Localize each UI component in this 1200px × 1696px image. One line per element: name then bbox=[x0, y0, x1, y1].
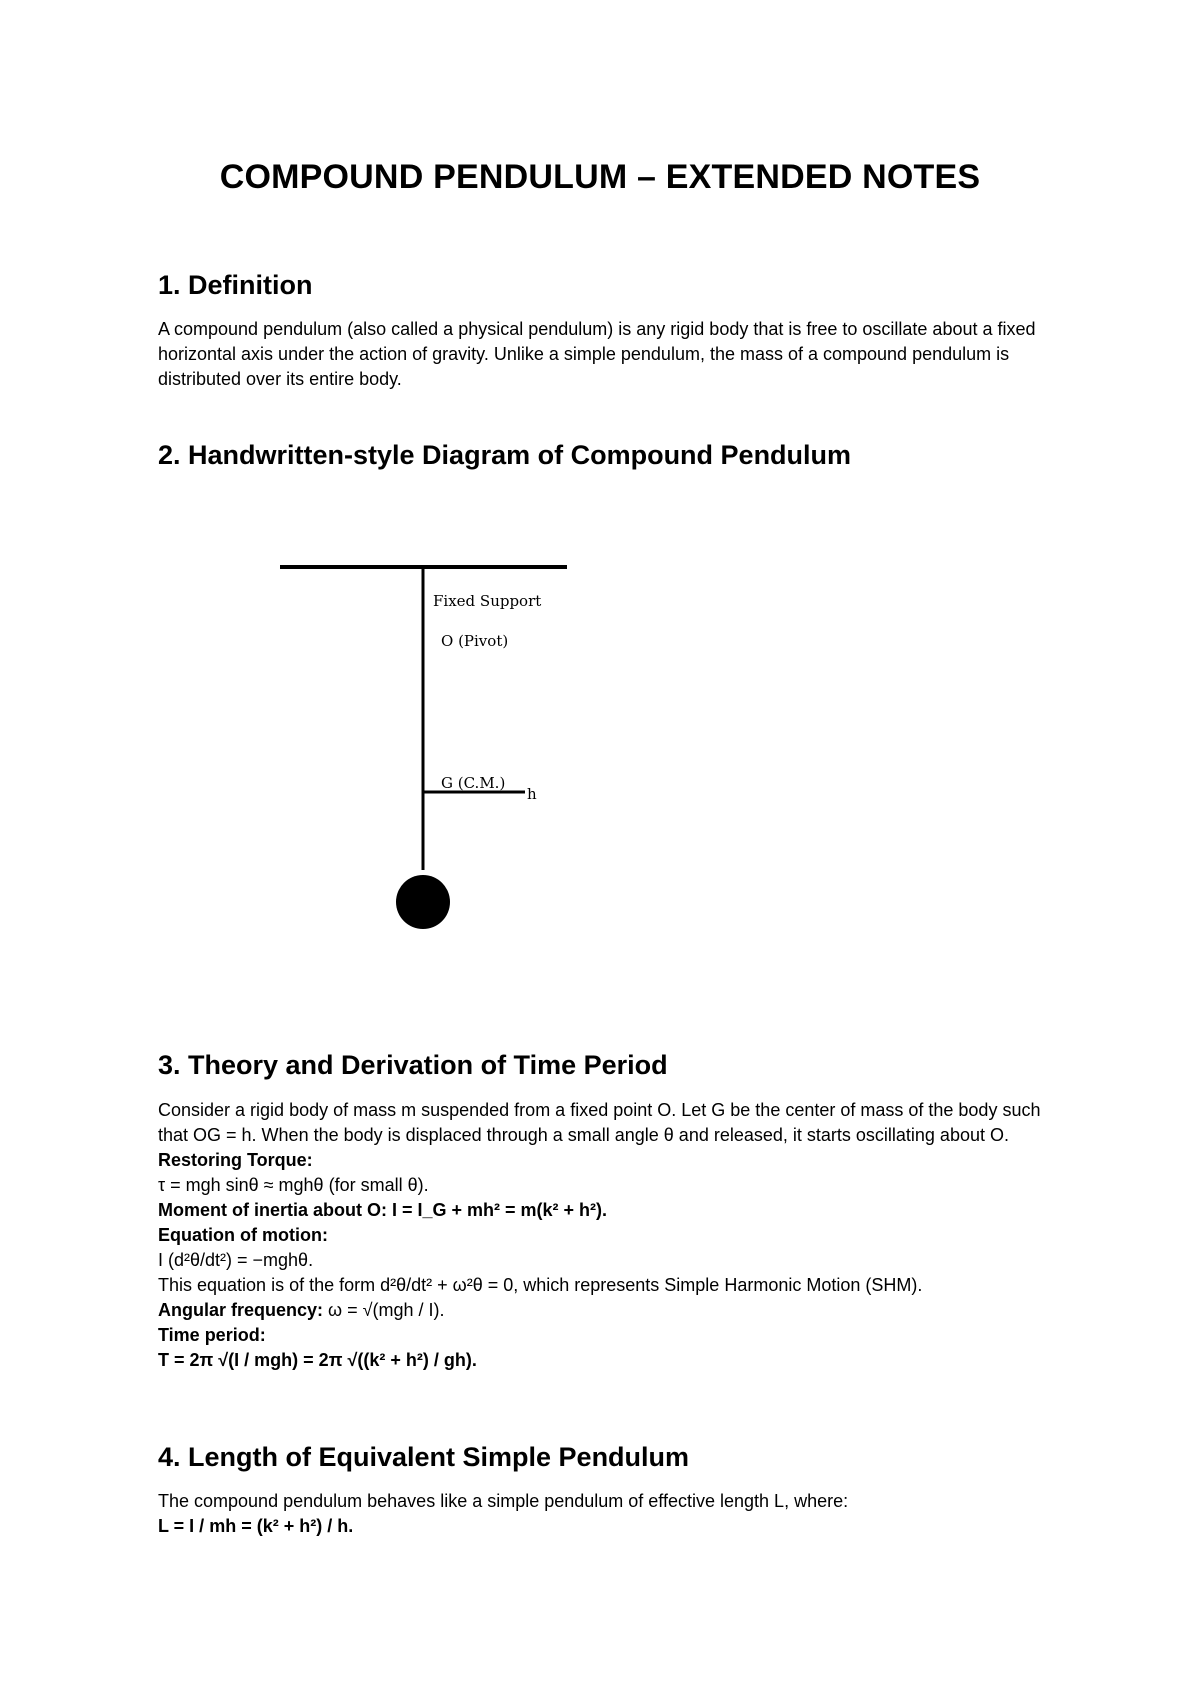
angular-frequency-label: Angular frequency: bbox=[158, 1300, 324, 1320]
heading-definition: 1. Definition bbox=[158, 270, 313, 300]
angular-frequency-line bbox=[158, 1298, 1058, 1323]
time-period-label: Time period: bbox=[158, 1325, 266, 1345]
label-pivot: O (Pivot) bbox=[441, 632, 509, 650]
time-period-equation: T = 2π √(I / mgh) = 2π √((k² + h²) / gh). bbox=[158, 1350, 477, 1370]
equivalent-text bbox=[158, 1489, 1058, 1539]
page-title: COMPOUND PENDULUM – EXTENDED NOTES bbox=[219, 158, 981, 196]
equivalent-length-equation: L = I / mh = (k² + h²) / h. bbox=[158, 1516, 354, 1536]
moment-of-inertia: Moment of inertia about O: I = I_G + mh² = m(k² + h²). bbox=[158, 1200, 608, 1220]
label-fixed-support: Fixed Support bbox=[433, 592, 542, 610]
heading-theory: 3. Theory and Derivation of Time Period bbox=[158, 1050, 668, 1080]
restoring-torque-label: Restoring Torque: bbox=[158, 1150, 313, 1170]
theory-intro: Consider a rigid body of mass m suspended from a fixed point O. Let G be the center of mass of the body such that OG = h. When the body is displaced through a small angle θ and released, it starts oscillating about O. bbox=[158, 1100, 1041, 1145]
equation-of-motion: I (d²θ/dt²) = −mghθ. bbox=[158, 1250, 314, 1270]
equivalent-description: The compound pendulum behaves like a simple pendulum of effective length L, where: bbox=[158, 1491, 849, 1511]
label-center-of-mass: G (C.M.) bbox=[441, 774, 506, 792]
heading-diagram: 2. Handwritten-style Diagram of Compound Pendulum bbox=[158, 440, 852, 470]
heading-equivalent-length: 4. Length of Equivalent Simple Pendulum bbox=[158, 1442, 690, 1472]
pendulum-bob bbox=[396, 875, 450, 929]
definition-paragraph: A compound pendulum (also called a physical pendulum) is any rigid body that is free to oscillate about a fixed horizontal axis under the action of gravity. Unlike a simple pendulum, the mass of a compound pendulum is distributed over its entire body. bbox=[158, 319, 1036, 389]
shm-statement: This equation is of the form d²θ/dt² + ω²θ = 0, which represents Simple Harmonic Motion (SHM). bbox=[158, 1275, 923, 1295]
angular-frequency-equation: ω = √(mgh / I). bbox=[323, 1300, 445, 1320]
pendulum-diagram bbox=[240, 545, 600, 945]
restoring-torque-equation: τ = mgh sinθ ≈ mghθ (for small θ). bbox=[158, 1175, 429, 1195]
theory-text bbox=[158, 1098, 1058, 1373]
equation-of-motion-label: Equation of motion: bbox=[158, 1225, 328, 1245]
definition-text bbox=[158, 317, 1058, 392]
label-h: h bbox=[527, 785, 537, 803]
pendulum-svg bbox=[240, 545, 600, 945]
